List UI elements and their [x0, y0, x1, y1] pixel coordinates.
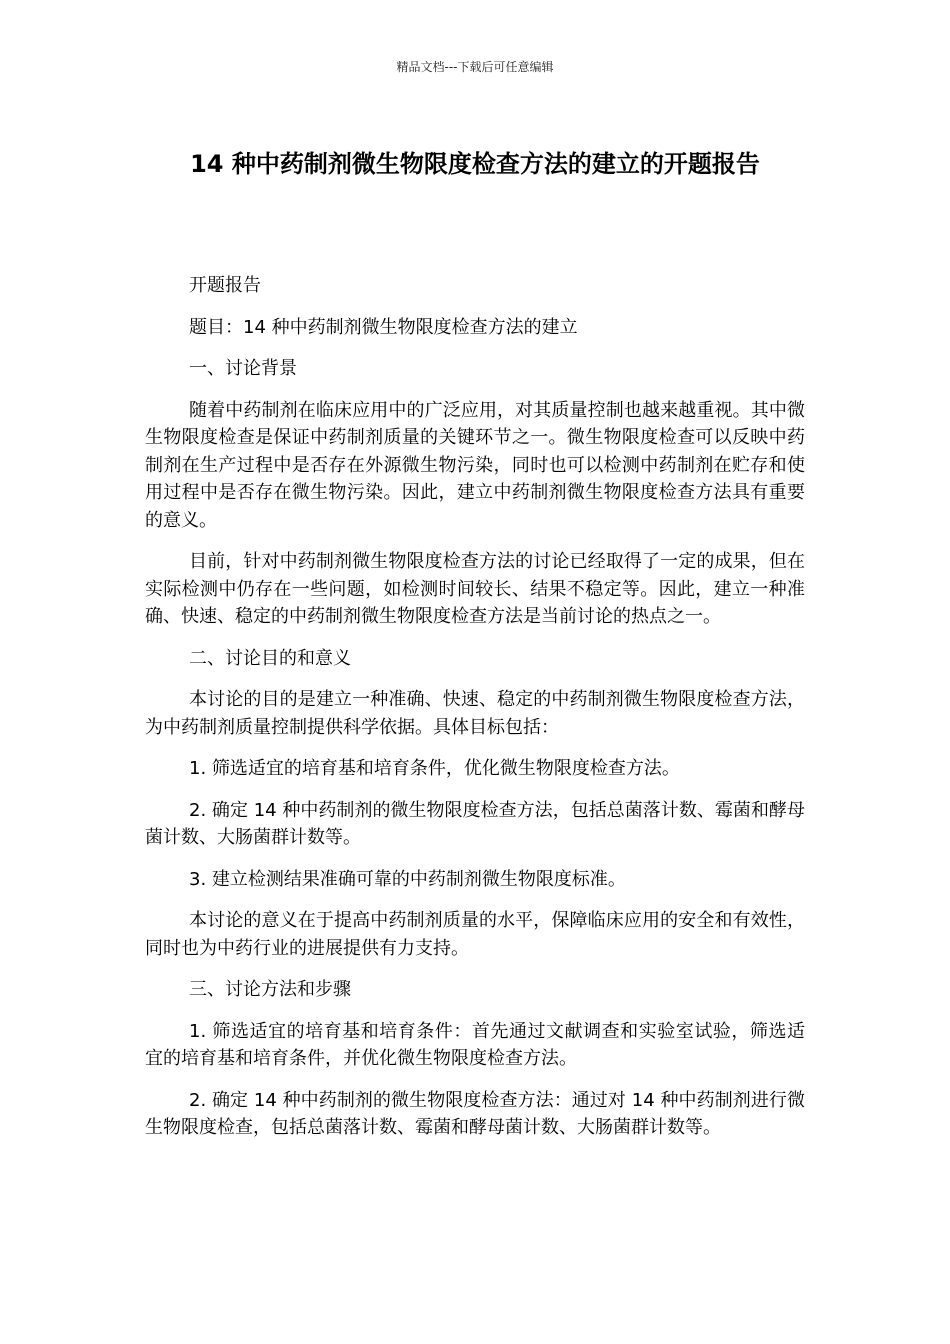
list-item-goal-2: 2. 确定 14 种中药制剂的微生物限度检查方法，包括总菌落计数、霉菌和酵母菌计数、大肠菌群计数等。	[145, 799, 805, 848]
paragraph-topic: 题目：14 种中药制剂微生物限度检查方法的建立	[189, 316, 578, 338]
list-item-method-1: 1. 筛选适宜的培育基和培育条件：首先通过文献调查和实验室试验，筛选适宜的培育基和培育条件，并优化微生物限度检查方法。	[145, 1020, 805, 1069]
paragraph-background-2: 目前，针对中药制剂微生物限度检查方法的讨论已经取得了一定的成果，但在实际检测中仍存在一些问题，如检测时间较长、结果不稳定等。因此，建立一种准确、快速、稳定的中药制剂微生物限度检查方法是当前讨论的热点之一。	[145, 551, 805, 627]
paragraph-background-1: 随着中药制剂在临床应用中的广泛应用，对其质量控制也越来越重视。其中微生物限度检查是保证中药制剂质量的关键环节之一。微生物限度检查可以反映中药制剂在生产过程中是否存在外源微生物污染，同时也可以检测中药制剂在贮存和使用过程中是否存在微生物污染。因此，建立中药制剂微生物限度检查方法具有重要的意义。	[145, 399, 805, 531]
page-header-watermark: 精品文档---下载后可任意编辑	[396, 60, 554, 74]
paragraph-purpose: 本讨论的目的是建立一种准确、快速、稳定的中药制剂微生物限度检查方法，为中药制剂质量控制提供科学依据。具体目标包括：	[145, 689, 805, 738]
section-heading-background: 一、讨论背景	[189, 358, 297, 379]
section-heading-purpose: 二、讨论目的和意义	[189, 647, 351, 669]
list-item-goal-1: 1. 筛选适宜的培育基和培育条件，优化微生物限度检查方法。	[189, 758, 680, 779]
document-body	[145, 272, 805, 1156]
list-item-goal-3: 3. 建立检测结果准确可靠的中药制剂微生物限度标准。	[189, 868, 626, 890]
paragraph-report-label: 开题报告	[189, 275, 261, 296]
list-item-method-2: 2. 确定 14 种中药制剂的微生物限度检查方法：通过对 14 种中药制剂进行微生物限度检查，包括总菌落计数、霉菌和酵母菌计数、大肠菌群计数等。	[145, 1089, 805, 1138]
section-heading-methods: 三、讨论方法和步骤	[189, 979, 351, 1000]
paragraph-significance: 本讨论的意义在于提高中药制剂质量的水平，保障临床应用的安全和有效性，同时也为中药行业的进展提供有力支持。	[145, 910, 805, 959]
document-title: 14 种中药制剂微生物限度检查方法的建立的开题报告	[190, 150, 760, 178]
